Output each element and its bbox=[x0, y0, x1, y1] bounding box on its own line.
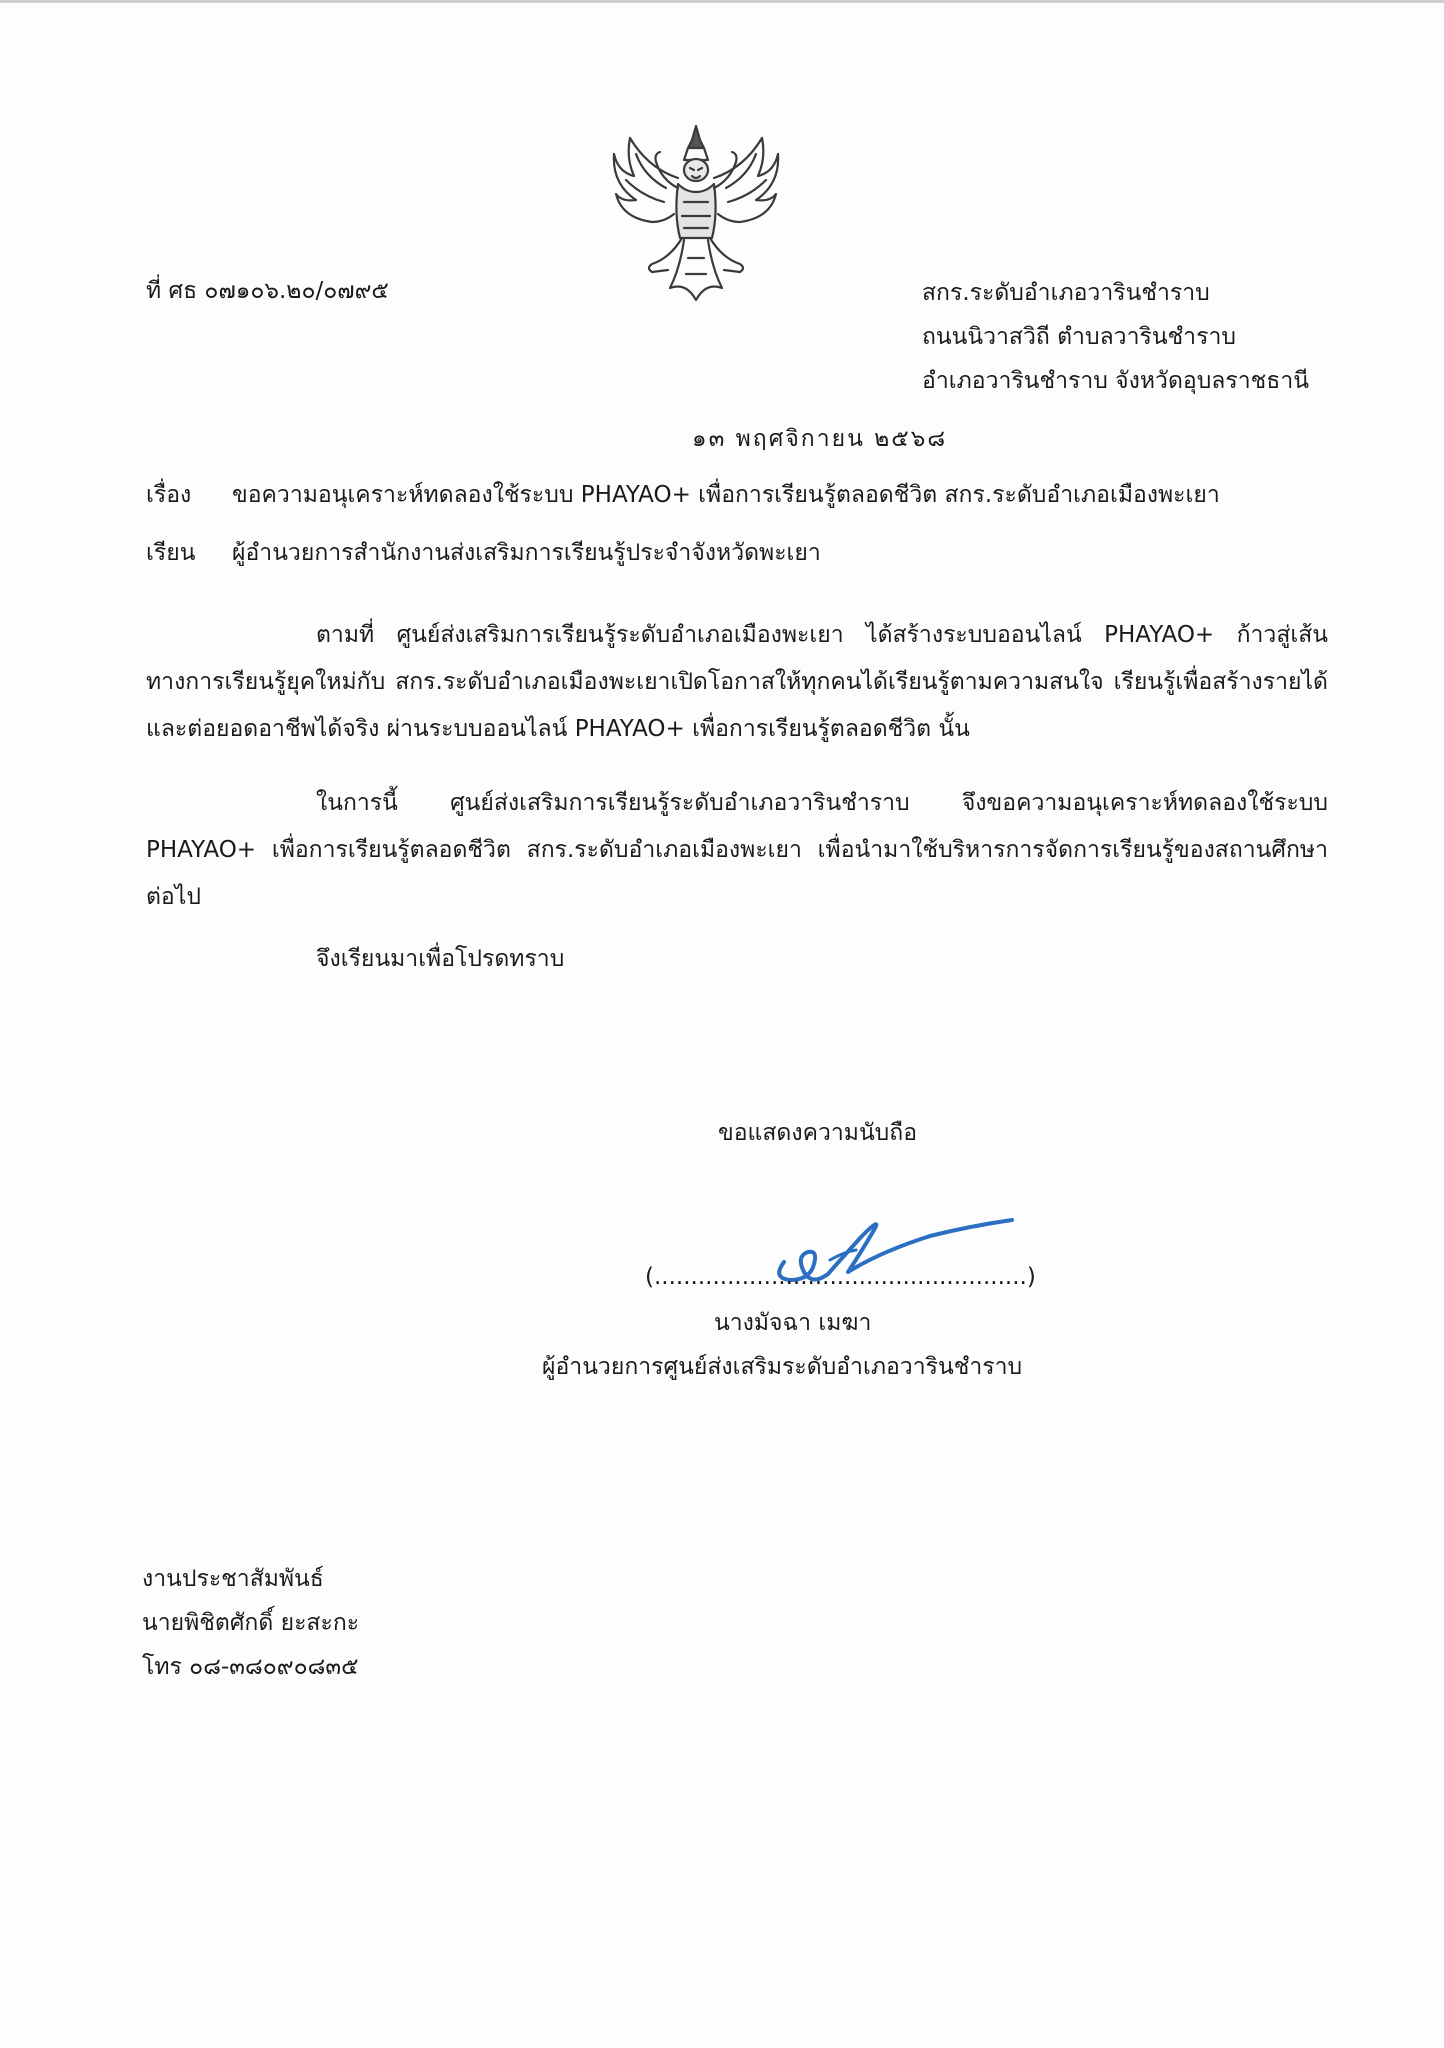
sender-address-line-3: อำเภอวารินชำราบ จังหวัดอุบลราชธานี bbox=[922, 368, 1309, 394]
signer-title: ผู้อำนวยการศูนย์ส่งเสริมระดับอำเภอวารินชำราบ bbox=[542, 1354, 1023, 1380]
regards-text: ขอแสดงความนับถือ bbox=[718, 1120, 918, 1146]
signer-name: นางมัจฉา เมฆา bbox=[714, 1310, 872, 1336]
subject-text: ขอความอนุเคราะห์ทดลองใช้ระบบ PHAYAO+ เพื่อการเรียนรู้ตลอดชีวิต สกร.ระดับอำเภอเมืองพะเยา bbox=[232, 482, 1220, 508]
closing-line: จึงเรียนมาเพื่อโปรดทราบ bbox=[316, 946, 565, 972]
garuda-emblem bbox=[608, 118, 784, 308]
scan-top-edge bbox=[0, 0, 1444, 3]
reference-number: ที่ ศธ ๐๗๑๐๖.๒๐/๐๗๙๕ bbox=[146, 278, 389, 304]
recipient-label: เรียน bbox=[146, 540, 196, 566]
letter-date: ๑๓ พฤศจิกายน ๒๕๖๘ bbox=[692, 426, 948, 452]
sender-address-line-1: สกร.ระดับอำเภอวารินชำราบ bbox=[922, 280, 1210, 306]
signature-line: (...................................................) bbox=[645, 1264, 1036, 1290]
sender-address-line-2: ถนนนิวาสวิถี ตำบลวารินชำราบ bbox=[922, 324, 1236, 350]
recipient-text: ผู้อำนวยการสำนักงานส่งเสริมการเรียนรู้ประจำจังหวัดพะเยา bbox=[232, 540, 821, 566]
contact-department: งานประชาสัมพันธ์ bbox=[142, 1566, 324, 1592]
contact-person: นายพิชิตศักดิ์ ยะสะกะ bbox=[142, 1610, 360, 1636]
contact-phone: โทร ๐๘-๓๘๐๙๐๘๓๕ bbox=[142, 1654, 359, 1680]
subject-label: เรื่อง bbox=[146, 482, 192, 508]
body-paragraph-2: ในการนี้ ศูนย์ส่งเสริมการเรียนรู้ระดับอำเภอวารินชำราบ จึงขอความอนุเคราะห์ทดลองใช้ระบบ PHAYAO+ เพื่อการเรียนรู้ตลอดชีวิต สกร.ระดับอำเภอเมืองพะเยา เพื่อนำมาใช้บริหารการจัดการเรียนรู้ของสถานศึกษาต่อไป bbox=[146, 790, 1328, 910]
body-paragraph-1: ตามที่ ศูนย์ส่งเสริมการเรียนรู้ระดับอำเภอเมืองพะเยา ได้สร้างระบบออนไลน์ PHAYAO+ ก้าวสู่เส้นทางการเรียนรู้ยุคใหม่กับ สกร.ระดับอำเภอเมืองพะเยาเปิดโอกาสให้ทุกคนได้เรียนรู้ตามความสนใจ เรียนรู้เพื่อสร้างรายได้ และต่อยอดอาชีพได้จริง ผ่านระบบออนไลน์ PHAYAO+ เพื่อการเรียนรู้ตลอดชีวิต นั้น bbox=[146, 622, 1328, 742]
